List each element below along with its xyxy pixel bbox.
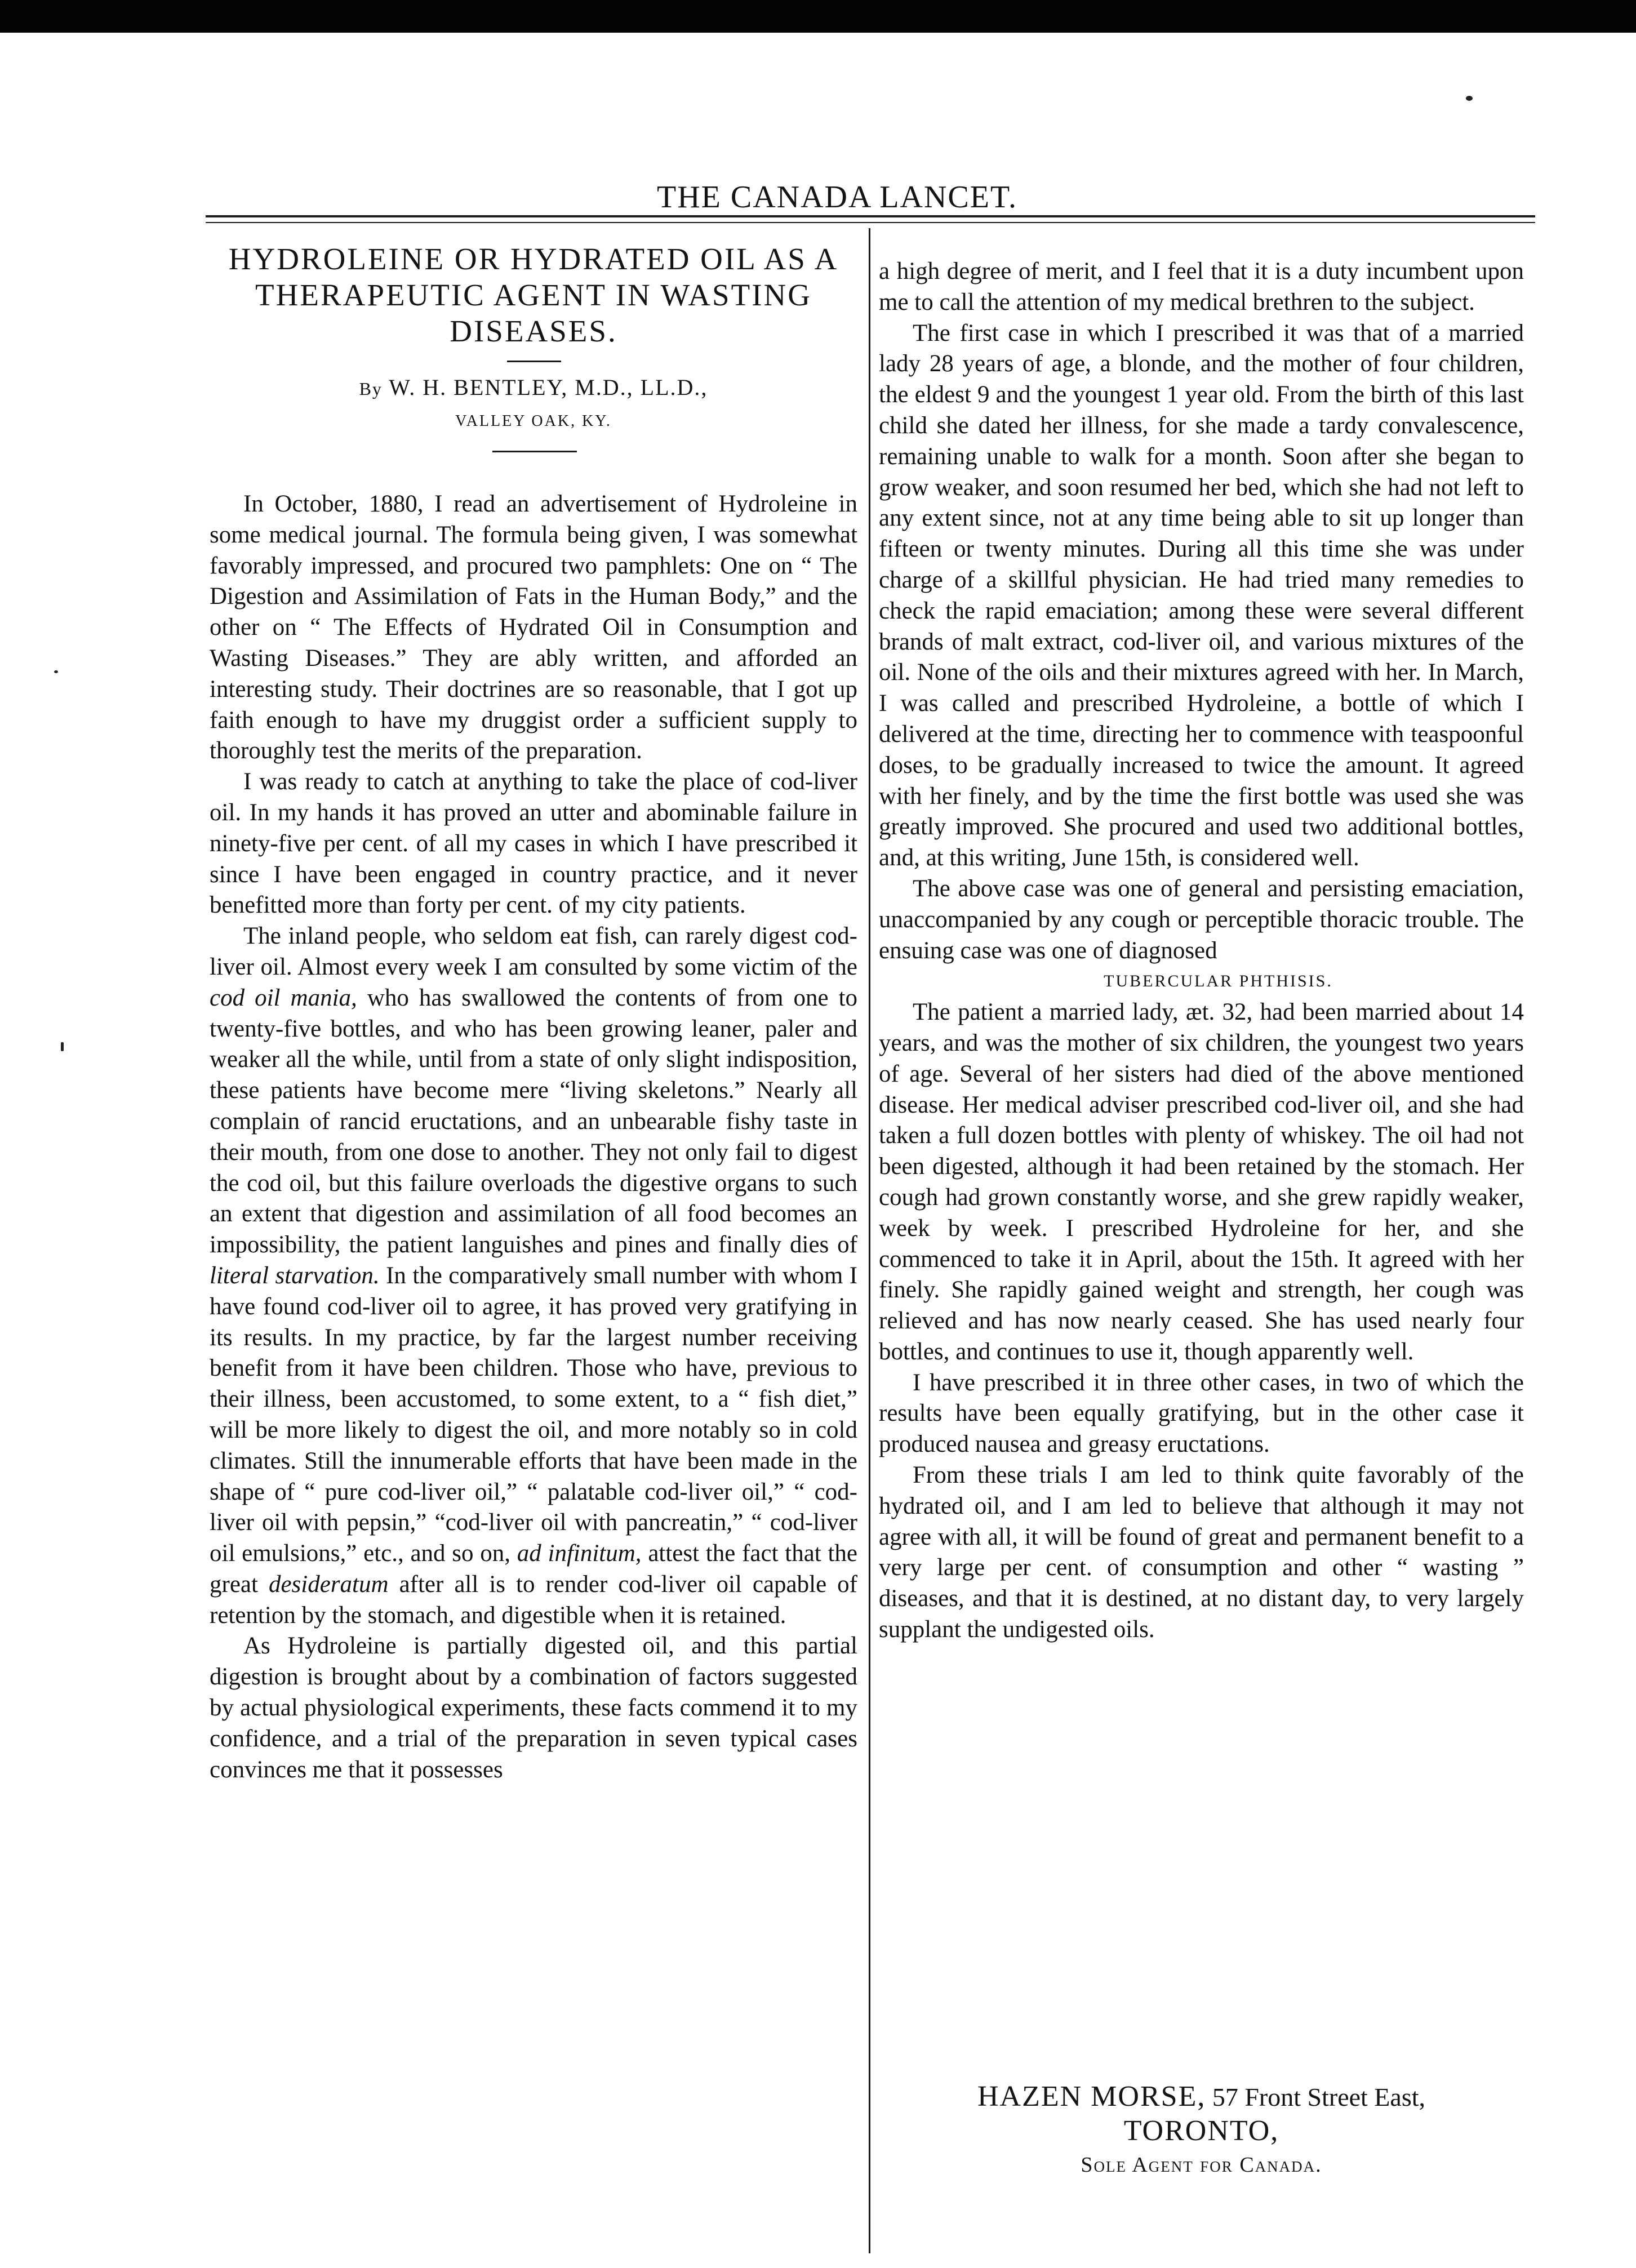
byline-prefix: By (359, 379, 383, 399)
right-column (879, 256, 1524, 1646)
italic-phrase: ad infinitum, (517, 1540, 642, 1567)
paragraph: In October, 1880, I read an advertisement of Hydroleine in some medical journal. The formula being given, I was somewhat favorably impressed, and procured two pamphlets: One on “ The Digestion and Assimilation of Fats in the Human Body,” and the other on “ The Effects of Hydrated Oil in Consumption and Wasting Diseases.” They are ably written, and afforded an interesting study. Their doctrines are so reasonable, that I got up faith enough to have my druggist order a sufficient supply to thoroughly test the merits of the preparation. (210, 491, 857, 764)
text-run: who has swallowed the contents of from one to twenty-five bottles, and who has been growing leaner, paler and weaker all the while, until from a state of only slight indisposition, these patients have become mere “living skeletons.” Nearly all complain of rancid eructations, and an unbearable fishy taste in their mouth, from one dose to another. They not only fail to digest the cod oil, but this failure overloads the digestive organs to such an extent that digestion and assimilation of all food becomes an impossibility, the patient languishes and pines and finally dies of (210, 984, 858, 1258)
italic-phrase: cod oil mania, (210, 984, 357, 1011)
article-title: HYDROLEINE OR HYDRATED OIL AS A THERAPEUTIC AGENT IN WASTING DISEASES. (228, 242, 839, 348)
text-run: The inland people, who seldom eat fish, can rarely digest cod-liver oil. Almost every week I am consulted by some victim of the (210, 923, 857, 980)
text-run: after all is to render cod-liver oil capable of retention by the stomach, and digestible when it is retained. (210, 1571, 858, 1629)
paragraph: From these trials I am led to think quite favorably of the hydrated oil, and I am led to believe that although it may not agree with all, it will be found of great and permanent benefit to a very large per cent. of consumption and other “ wasting ” diseases, and that it is destined, at no distant day, to very largely supplant the undigested oils. (879, 1462, 1524, 1643)
scan-speck (1466, 96, 1473, 101)
left-column (210, 489, 857, 1785)
advertiser-agent: Sole Agent for Canada. (1081, 2153, 1322, 2177)
paragraph: a high degree of merit, and I feel that it is a duty incumbent upon me to call the attention of my medical brethren to the subject. (879, 258, 1524, 315)
section-subhead: TUBERCULAR PHTHISIS. (1104, 972, 1333, 991)
paragraph (210, 767, 857, 921)
advertiser-name: HAZEN MORSE, (977, 2080, 1206, 2113)
advertiser-signature (879, 2080, 1524, 2182)
italic-phrase: desideratum (268, 1571, 389, 1598)
scan-top-border (0, 0, 1636, 33)
advertiser-line (879, 2080, 1524, 2114)
author-name: W. H. BENTLEY, M.D., LL.D., (389, 375, 708, 400)
advertiser-city: TORONTO, (1123, 2115, 1279, 2147)
header-rule (206, 215, 1535, 217)
text-run: attest the fact that the great (210, 1540, 858, 1598)
scan-speck (54, 670, 58, 673)
paragraph: The patient a married lady, æt. 32, had been married about 14 years, and was the mother of six children, the youngest two years of age. Several of her sisters had died of the above mentioned disease. Her medical adviser prescribed cod-liver oil, and she had taken a full dozen bottles with plenty of whiskey. The oil had not been digested, although it had been retained by the stomach. Her cough had grown constantly worse, and she grew rapidly weaker, week by week. I prescribed Hydroleine for her, and she commenced to take it in April, about the 15th. It agreed with her finely. She rapidly gained weight and strength, her cough was relieved and has now nearly ceased. She has used nearly four bottles, and continues to use it, though apparently well. (879, 999, 1524, 1365)
title-rule (507, 361, 561, 362)
paragraph: The above case was one of general and persisting emaciation, unaccompanied by any cough or perceptible thoracic trouble. The ensuing case was one of diagnosed (879, 875, 1524, 964)
author-location: VALLEY OAK, KY. (455, 412, 612, 430)
advertiser-address: 57 Front Street East, (1212, 2083, 1426, 2111)
scan-speck (61, 1042, 64, 1051)
column-divider (869, 228, 870, 2253)
paragraph: The first case in which I prescribed it was that of a married lady 28 years of age, a blonde, and the mother of four children, the eldest 9 and the youngest 1 year old. From the birth of this last child she dated her illness, for she made a tardy convalescence, remaining unable to walk for a month. Soon after she began to grow weaker, and soon resumed her bed, which she had not left to any extent since, not at any time being able to sit up longer than fifteen or twenty minutes. During all this time she was under charge of a skillful physician. He had tried many remedies to check the rapid emaciation; among these were several different brands of malt extract, cod-liver oil, and various mixtures of the oil. None of the oils and their mixtures agreed with her. In March, I was called and prescribed Hydroleine, a bottle of which I delivered at the time, directing her to commence with teaspoonful doses, to be gradually increased to twice the amount. It agreed with her finely, and by the time the first bottle was used she was greatly improved. She procured and used two additional bottles, and, at this writing, June 15th, is considered well. (879, 319, 1524, 871)
text-run: In the comparatively small number with whom I have found cod-liver oil to agree, it has proved very gratifying in its results. In my practice, by far the largest number receiving benefit from it have been children. Those who have, previous to their illness, been accustomed, to some extent, to a “ fish diet,” will be more likely to digest the oil, and more notably so in cold climates. Still the innumerable efforts that have been made in the shape of “ pure cod-liver oil,” “ palatable cod-liver oil,” “ cod-liver oil with pepsin,” “cod-liver oil with pancreatin,” “ cod-liver oil emulsions,” etc., and so on, (210, 1262, 858, 1567)
paragraph: As Hydroleine is partially digested oil, and this partial digestion is brought about by a combination of factors suggested by actual physiological experiments, these facts commend it to my confidence, and a trial of the preparation in seven typical cases convinces me that it possesses (210, 1633, 857, 1783)
header-rule-thin (206, 222, 1535, 223)
byline-rule (492, 451, 577, 452)
text-run: I was ready to catch at anything to take the place of cod-liver oil. In my hands it has proved an utter and abominable failure in ninety-five per cent. of all my cases in which I have prescribed it since I have been engaged in country practice, and it never benefitted more than forty per cent. of my city patients. (210, 768, 857, 919)
paragraph (210, 921, 857, 1631)
byline (210, 374, 857, 401)
running-head: THE CANADA LANCET. (657, 180, 1018, 215)
italic-phrase: literal starvation. (210, 1262, 380, 1289)
paragraph: I have prescribed it in three other cases, in two of which the results have been equally gratifying, but in the other case it produced nausea and greasy eructations. (879, 1369, 1524, 1458)
